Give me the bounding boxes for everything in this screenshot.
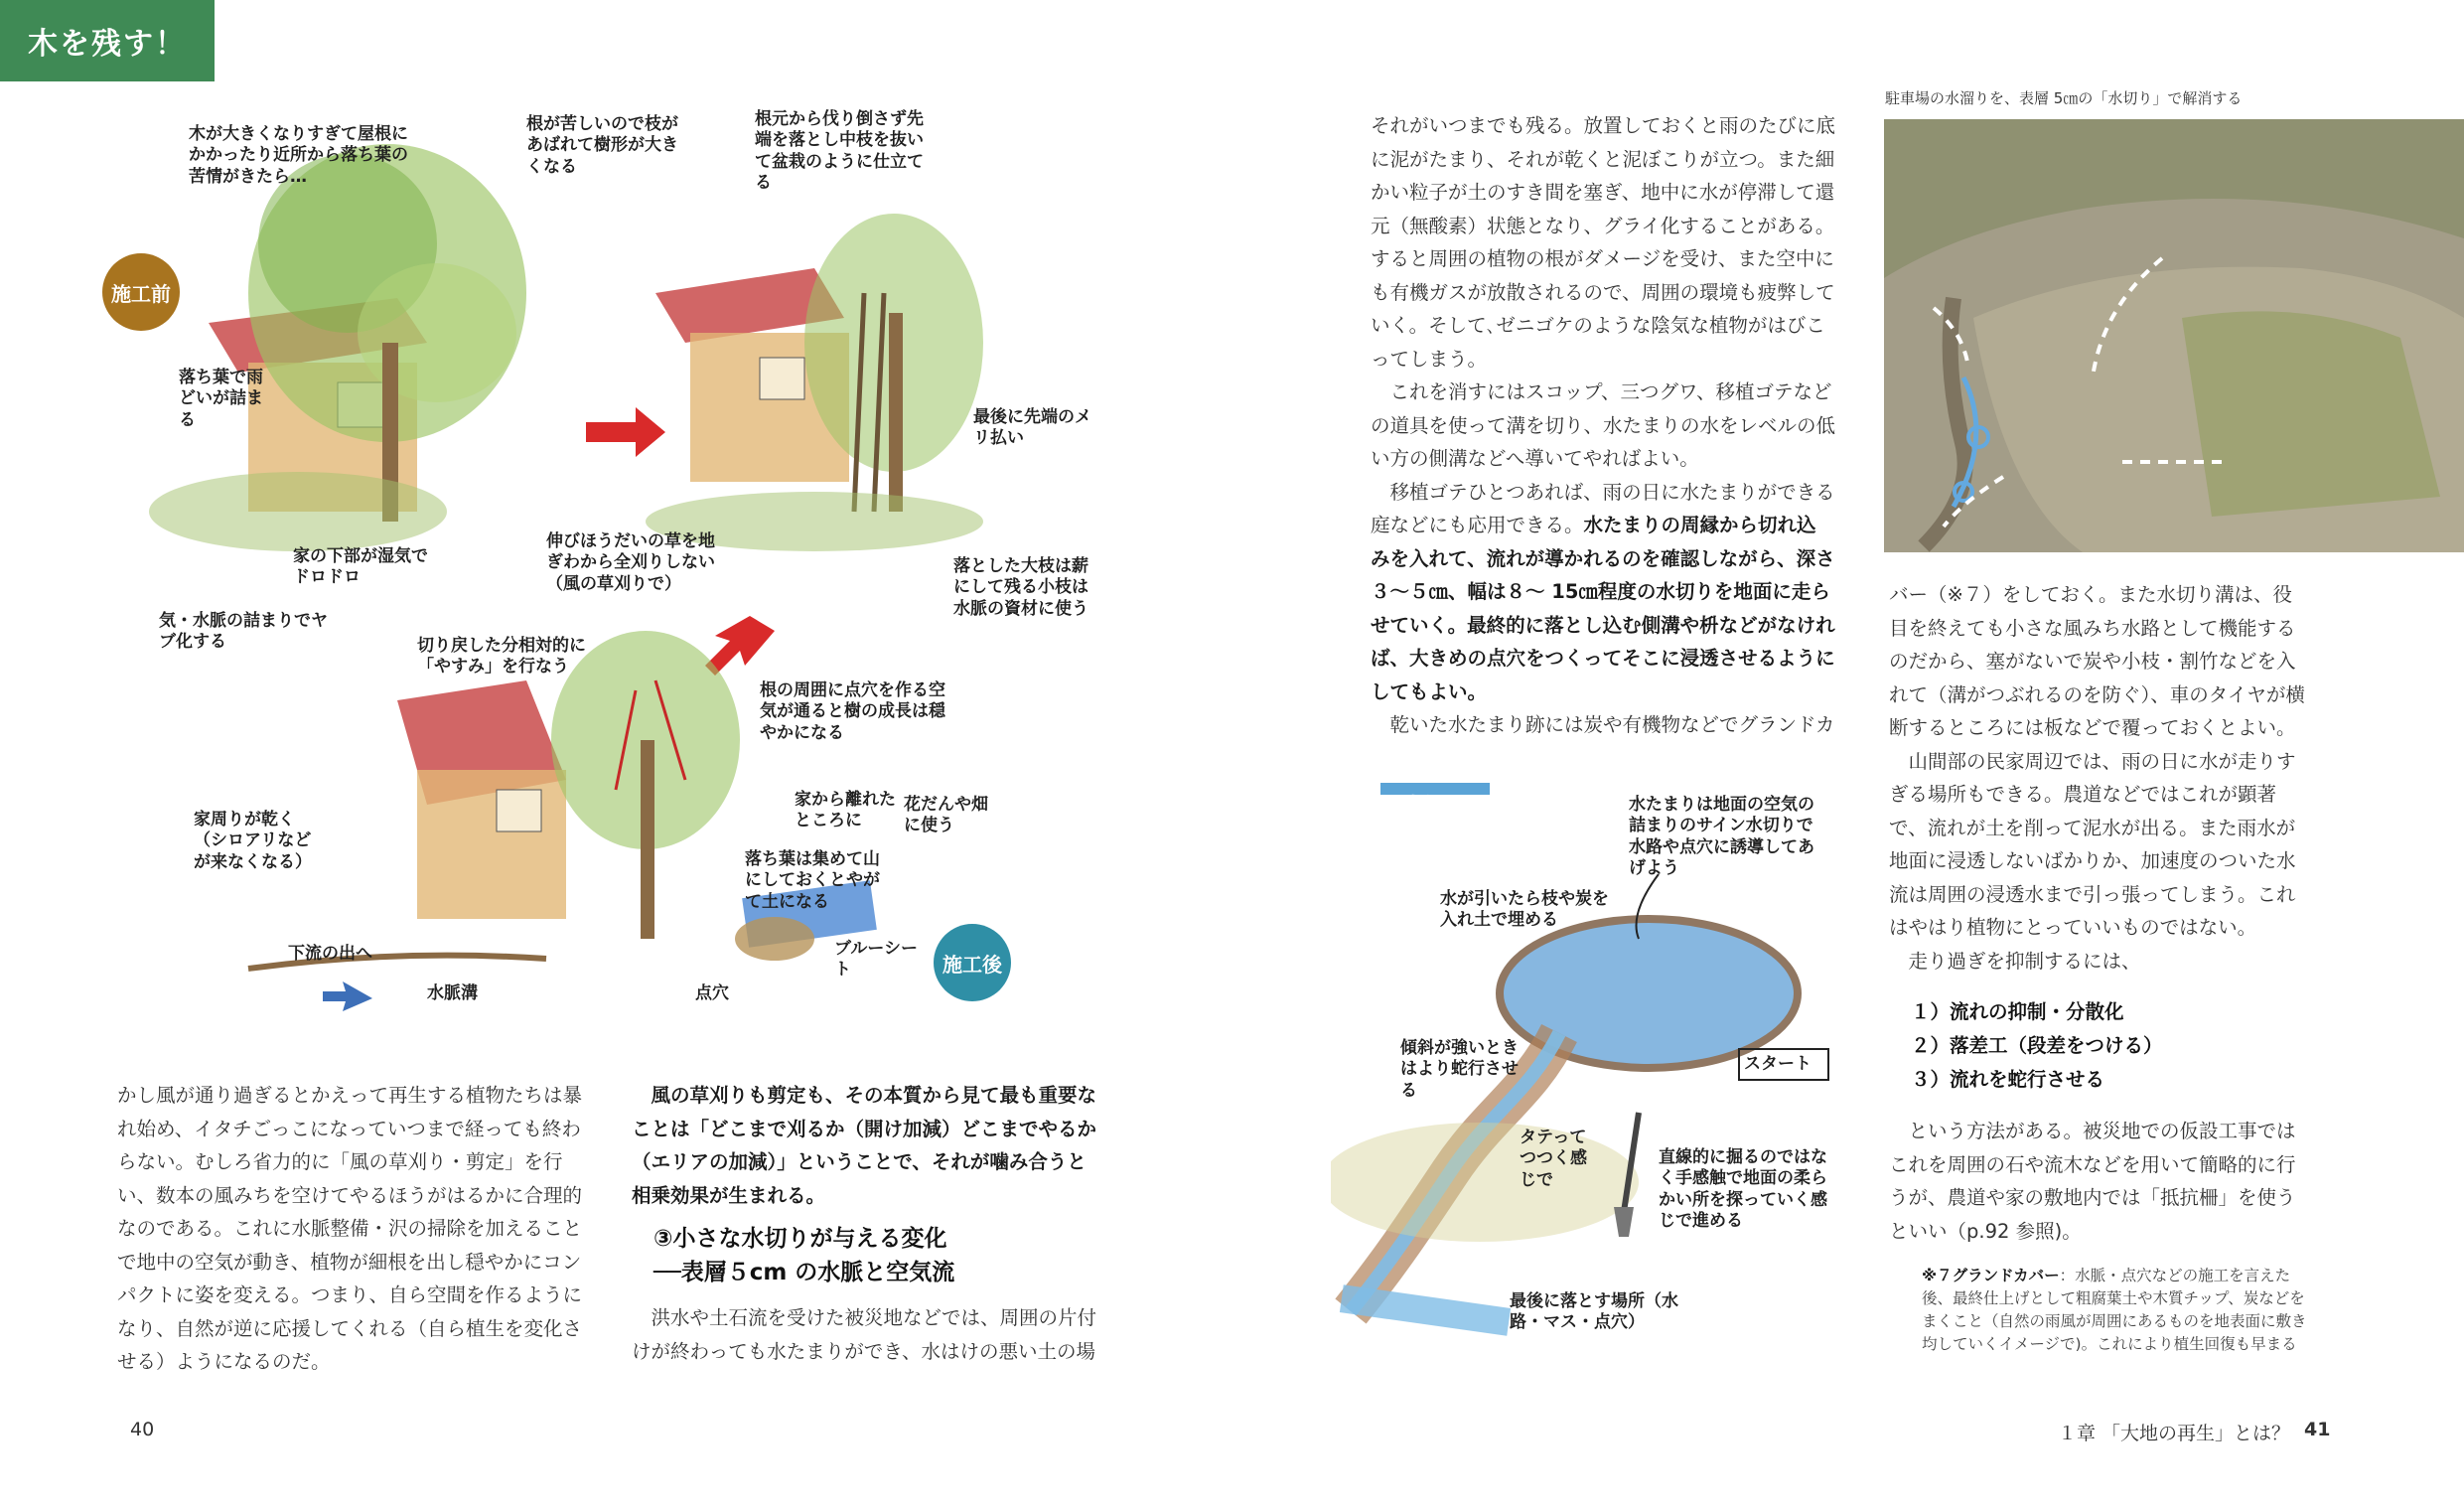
note-house-damp: 家の下部が湿気でドロドロ <box>293 546 428 588</box>
parking-photo <box>1884 119 2464 552</box>
right-p3 <box>1371 476 1835 709</box>
footnote-text: ：水脈・点穴などの施工を言えた後、最終仕上げとして粗腐葉土や木質チップ、炭などをまくこと（自然の雨風が周囲にあるものを地表面に敷き均していくイメージで)。これにより植生回復も早まる <box>1922 1267 2307 1353</box>
before-badge: 施工前 <box>102 253 180 331</box>
note-finally-tip: 最後に先端のメリ払い <box>973 407 1091 449</box>
right-page-number: 41 <box>2304 1419 2331 1440</box>
note-weeds-grow: 伸びほうだいの草を地ぎわから全刈りしない（風の草刈りで） <box>546 531 715 594</box>
right-p1: それがいつまでも残る。放置しておくと雨のたびに底に泥がたまり、それが乾くと泥ぼこりが立つ。また細かい粒子が土のすき間を塞ぎ、地中に水が停滞して還元（無酸素）状態となり、グライ化することがある。すると周囲の植物の根がダメージを受け、また空中にも有機ガスが放散されるので、周囲の環境も疲弊していく。そして､ゼニゴケのような陰気な植物がはびこってしまう。 <box>1371 114 1836 371</box>
note-not-cut-root: 根元から伐り倒さず先端を落とし中枝を抜いて盆栽のように仕立てる <box>755 109 924 193</box>
note-leaves-pile: 落ち葉は集めて山にしておくとやがて土になる <box>745 849 880 912</box>
note-away-house: 家から離れたところに <box>795 790 896 831</box>
method-list-item: １）流れの抑制・分散化 <box>1911 1000 2124 1023</box>
left-column-1 <box>117 1079 584 1379</box>
mizukiri-note-steep: 傾斜が強いときはより蛇行させる <box>1400 1038 1519 1101</box>
section-badge: 木を残す！ <box>0 0 215 81</box>
note-house-dry: 家周りが乾く（シロアリなどが来なくなる） <box>194 810 312 872</box>
note-downstream: 下流の出へ <box>288 944 372 964</box>
right-p2: これを消すにはスコップ、三つグワ、移植ゴテなどの道具を使って溝を切り、水たまりの水をレベルの低い方の側溝などへ導いてやればよい。 <box>1371 380 1836 470</box>
right-p3-bold: 水たまりの周縁から切れ込みを入れて、流れが導かれるのを確認しながら、深さ３～５㎝、幅は８～ 15㎝程度の水切りを地面に走らせていく。最終的に落とし込む側溝や枡などがなければ、大きめの点穴をつくってそこに浸透させるようにしてもよい。 <box>1371 514 1835 703</box>
note-leaves-gutter: 落ち葉で雨どいが詰まる <box>179 368 263 430</box>
method-list-item: ２）落差工（段差をつける） <box>1911 1034 2163 1057</box>
note-tree-too-big: 木が大きくなりすぎて屋根にかかったり近所から落ち葉の苦情がきたら… <box>189 124 408 187</box>
note-blue-sheet: ブルーシート <box>834 939 918 980</box>
footnote-label: ※７グランドカバー <box>1922 1267 2060 1284</box>
heading-line-2: ──表層５cm の水脈と空気流 <box>653 1260 955 1285</box>
mizukiri-note-vertical: タテってつつく感じで <box>1520 1128 1587 1190</box>
note-point-hole: 点穴 <box>695 983 729 1003</box>
note-branches-fire: 落とした大枝は薪にして残る小枝は水脈の資材に使う <box>953 556 1088 619</box>
mizukiri-note-finally: 最後に落とす場所（水路・マス・点穴） <box>1510 1291 1678 1333</box>
left-col2-after: 洪水や土石流を受けた被災地などでは、周囲の片付けが終わっても水たまりができ、水はけの悪い土の場 <box>632 1306 1097 1363</box>
photo-caption: 駐車場の水溜りを、表層 5㎝の「水切り」で解消する <box>1885 89 2243 107</box>
heading-line-1: ③小さな水切りが与える変化 <box>653 1226 947 1252</box>
note-cut-branches: 切り戻した分相対的に「やすみ」を行なう <box>417 636 586 678</box>
note-root-holes: 根の周囲に点穴を作る空気が通ると樹の成長は穏やかになる <box>760 680 945 743</box>
section-heading <box>653 1222 1098 1289</box>
right-p7: 走り過ぎを抑制するには、 <box>1908 949 2141 973</box>
after-badge: 施工後 <box>934 924 1011 1001</box>
method-list-item: ３）流れを蛇行させる <box>1911 1068 2105 1091</box>
running-footer: １章 「大地の再生」とは？ <box>2058 1423 2291 1444</box>
note-flowerbed: 花だんや畑に使う <box>904 795 988 836</box>
left-column-2 <box>632 1079 1098 1368</box>
arrow-right-icon <box>586 407 665 457</box>
arrow-down-icon <box>705 616 775 676</box>
downstream-arrow-icon <box>323 981 372 1011</box>
mizukiri-note-start: スタート <box>1738 1048 1829 1081</box>
left-col2-bold: 風の草刈りも剪定も、その本質から見て最も重要なことは「どこまで刈るか（開け加減）どこまでやるか（エリアの加減）」ということで、それが噛み合うと相乗効果が生まれる。 <box>632 1084 1097 1207</box>
right-column-2 <box>1889 578 2306 1248</box>
mizukiri-illustration <box>1331 795 1847 1371</box>
mizukiri-note-water-recede: 水が引いたら枝や炭を入れ土で埋める <box>1440 889 1609 931</box>
mizukiri-note-not-straight: 直線的に掘るのではなく手感触で地面の柔らかい所を探っていく感じで進める <box>1659 1147 1827 1231</box>
photo-drawing <box>1884 119 2464 552</box>
right-p3-normal: 移植ゴテひとつあれば、雨の日に水たまりができる庭などにも応用できる。 <box>1371 480 1835 536</box>
tree-pruning-illustration <box>99 94 1122 1028</box>
note-air-water-clog: 気・水脈の詰まりでヤブ化する <box>159 611 328 653</box>
right-column-1 <box>1371 109 1835 742</box>
right-p4: 乾いた水たまり跡には炭や有機物などでグランドカ <box>1389 713 1835 736</box>
footnote <box>1922 1265 2319 1356</box>
method-list <box>1911 995 2306 1097</box>
after-house <box>397 680 566 919</box>
right-p8: という方法がある。被災地での仮設工事ではこれを周囲の石や流木などを用いて簡略的に行うが、農道や家の敷地内では「抵抗柵」を使うといい（p.92 参照)。 <box>1889 1120 2296 1243</box>
note-water-trench: 水脈溝 <box>427 983 478 1003</box>
mizukiri-note-sign: 水たまりは地面の空気の詰まりのサイン水切りで水路や点穴に誘導してあげよう <box>1629 795 1814 878</box>
right-p5: バー（※７）をしておく。また水切り溝は、役目を終えても小さな風みち水路として機能するのだから、塞がないで炭や小枝・割竹などを入れて（溝がつぶれるのを防ぐ）、車のタイヤが横断するところには板などで覆っておくとよい。 <box>1889 583 2305 739</box>
note-roots-weak: 根が苦しいので枝があばれて樹形が大きくなる <box>526 114 678 177</box>
left-page-number: 40 <box>130 1419 155 1440</box>
right-p6: 山間部の民家周辺では、雨の日に水が走りすぎる場所もできる。農道などではこれが顕著で、流れが土を削って泥水が出る。また雨水が地面に浸透しないばかりか、加速度のついた水流は周囲の浸透水まで引っ張ってしまう。これはやはり植物にとっていいものではない。 <box>1889 749 2296 939</box>
left-col1-text: かし風が通り過ぎるとかえって再生する植物たちは暴れ始め、イタチごっこになっていつまで経っても終わらない。むしろ省力的に「風の草刈り・剪定」を行い、数本の風みちを空けてやるほうがはるかに合理的なのである。これに水脈整備・沢の掃除を加えることで地中の空気が動き、植物が細根を出し穏やかにコンパクトに姿を変える。つまり、自ら空間を作るようになり、自然が逆に応援してくれる（自ら植生を変化させる）ようになるのだ。 <box>117 1084 583 1373</box>
